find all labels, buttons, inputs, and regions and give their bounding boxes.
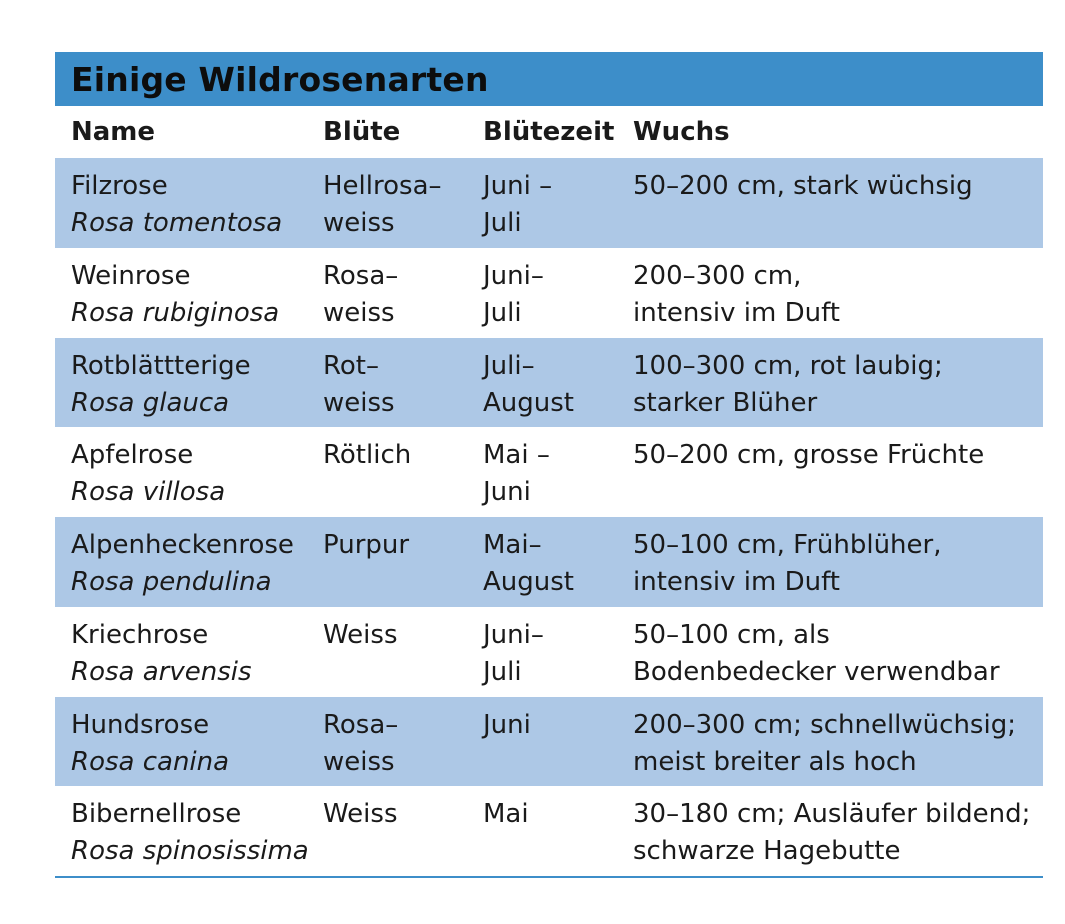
rose-latin-name: Rosa villosa bbox=[71, 477, 226, 508]
rose-latin-name: Rosa rubiginosa bbox=[71, 297, 280, 328]
table-row bbox=[55, 786, 1043, 876]
growth-cell bbox=[633, 168, 1043, 248]
rose-common-name: Hundsrose bbox=[71, 709, 210, 740]
rose-name-cell bbox=[55, 707, 323, 787]
growth-line: 100–300 cm, rot laubig; bbox=[633, 350, 943, 381]
rose-name-cell bbox=[55, 796, 323, 876]
bloom-line: Weiss bbox=[323, 619, 398, 650]
table-row bbox=[55, 697, 1043, 787]
bloom-time-line: Juni– bbox=[483, 619, 544, 650]
table-header-row bbox=[55, 106, 1043, 158]
wildrose-table-panel bbox=[55, 52, 1043, 878]
growth-line: starker Blüher bbox=[633, 387, 818, 418]
bloom-line: weiss bbox=[323, 746, 395, 777]
bloom-cell bbox=[323, 617, 483, 697]
bloom-line: Rötlich bbox=[323, 440, 412, 471]
growth-line: intensiv im Duft bbox=[633, 297, 840, 328]
growth-line: 200–300 cm; schnellwüchsig; bbox=[633, 709, 1016, 740]
title-bar bbox=[55, 52, 1043, 106]
growth-line: meist breiter als hoch bbox=[633, 746, 917, 777]
rose-latin-name: Rosa glauca bbox=[71, 387, 230, 418]
bloom-time-cell bbox=[483, 527, 633, 607]
growth-line: intensiv im Duft bbox=[633, 567, 840, 597]
bloom-time-line: Juni– bbox=[483, 260, 544, 291]
bloom-time-line: August bbox=[483, 567, 574, 597]
wildrose-table bbox=[55, 106, 1043, 878]
rose-common-name: Rotblättterige bbox=[71, 350, 251, 381]
bloom-time-cell bbox=[483, 617, 633, 697]
rose-name-cell bbox=[55, 437, 323, 517]
bloom-time-cell bbox=[483, 258, 633, 338]
growth-cell bbox=[633, 796, 1043, 876]
rose-latin-name: Rosa pendulina bbox=[71, 567, 272, 597]
growth-line: 30–180 cm; Ausläufer bildend; bbox=[633, 799, 1031, 830]
rose-common-name: Weinrose bbox=[71, 260, 191, 291]
bloom-cell bbox=[323, 796, 483, 876]
rose-latin-name: Rosa arvensis bbox=[71, 656, 252, 687]
growth-cell bbox=[633, 348, 1043, 428]
bloom-line: Purpur bbox=[323, 530, 410, 560]
bloom-time-cell bbox=[483, 707, 633, 787]
bloom-line: Rosa– bbox=[323, 709, 399, 740]
table-row bbox=[55, 338, 1043, 428]
bloom-cell bbox=[323, 437, 483, 517]
bloom-time-line: Juni bbox=[483, 477, 531, 508]
bloom-time-cell bbox=[483, 796, 633, 876]
bloom-time-line: Juli– bbox=[483, 350, 535, 381]
growth-cell bbox=[633, 527, 1043, 607]
bloom-time-line: Juni – bbox=[483, 171, 553, 201]
growth-line: Bodenbedecker verwendbar bbox=[633, 656, 1000, 687]
rose-latin-name: Rosa spinosissima bbox=[71, 836, 309, 867]
growth-cell bbox=[633, 437, 1043, 517]
rose-name-cell bbox=[55, 617, 323, 697]
table-row bbox=[55, 248, 1043, 338]
bloom-line: weiss bbox=[323, 387, 395, 418]
bloom-time-line: Juli bbox=[483, 208, 522, 238]
bloom-time-line: Juli bbox=[483, 297, 522, 328]
bloom-cell bbox=[323, 707, 483, 787]
bloom-cell bbox=[323, 168, 483, 248]
column-header-name: Name bbox=[71, 117, 156, 147]
bloom-time-line: August bbox=[483, 387, 574, 418]
rose-name-cell bbox=[55, 258, 323, 338]
rose-common-name: Kriechrose bbox=[71, 619, 209, 650]
bloom-line: Rosa– bbox=[323, 260, 399, 291]
column-header-growth: Wuchs bbox=[633, 117, 730, 147]
growth-line: 50–200 cm, grosse Früchte bbox=[633, 440, 985, 471]
bloom-time-cell bbox=[483, 348, 633, 428]
bloom-line: Weiss bbox=[323, 799, 398, 830]
rose-latin-name: Rosa tomentosa bbox=[71, 208, 283, 238]
growth-line: 50–200 cm, stark wüchsig bbox=[633, 171, 973, 201]
rose-common-name: Filzrose bbox=[71, 171, 168, 201]
table-title: Einige Wildrosenarten bbox=[71, 59, 489, 99]
bloom-time-line: Mai– bbox=[483, 530, 542, 560]
growth-cell bbox=[633, 258, 1043, 338]
growth-cell bbox=[633, 617, 1043, 697]
rose-name-cell bbox=[55, 348, 323, 428]
growth-line: 50–100 cm, als bbox=[633, 619, 830, 650]
rose-name-cell bbox=[55, 527, 323, 607]
rose-name-cell bbox=[55, 168, 323, 248]
bloom-time-cell bbox=[483, 168, 633, 248]
rose-common-name: Alpenheckenrose bbox=[71, 530, 294, 560]
table-row bbox=[55, 427, 1043, 517]
growth-line: 50–100 cm, Frühblüher, bbox=[633, 530, 942, 560]
bloom-line: Rot– bbox=[323, 350, 379, 381]
bottom-rule bbox=[55, 876, 1043, 878]
growth-line: schwarze Hagebutte bbox=[633, 836, 901, 867]
bloom-cell bbox=[323, 258, 483, 338]
rose-common-name: Apfelrose bbox=[71, 440, 194, 471]
table-row bbox=[55, 607, 1043, 697]
bloom-time-cell bbox=[483, 437, 633, 517]
bloom-line: weiss bbox=[323, 208, 395, 238]
bloom-time-line: Juli bbox=[483, 656, 522, 687]
bloom-time-line: Juni bbox=[483, 709, 531, 740]
column-header-bloom: Blüte bbox=[323, 117, 401, 147]
bloom-time-line: Mai – bbox=[483, 440, 550, 471]
growth-cell bbox=[633, 707, 1043, 787]
bloom-line: Hellrosa– bbox=[323, 171, 442, 201]
bloom-cell bbox=[323, 348, 483, 428]
bloom-cell bbox=[323, 527, 483, 607]
table-row bbox=[55, 158, 1043, 248]
table-row bbox=[55, 517, 1043, 607]
growth-line: 200–300 cm, bbox=[633, 260, 802, 291]
column-header-bloom-time: Blütezeit bbox=[483, 117, 615, 147]
bloom-line: weiss bbox=[323, 297, 395, 328]
bloom-time-line: Mai bbox=[483, 799, 529, 830]
rose-latin-name: Rosa canina bbox=[71, 746, 230, 777]
rose-common-name: Bibernellrose bbox=[71, 799, 242, 830]
